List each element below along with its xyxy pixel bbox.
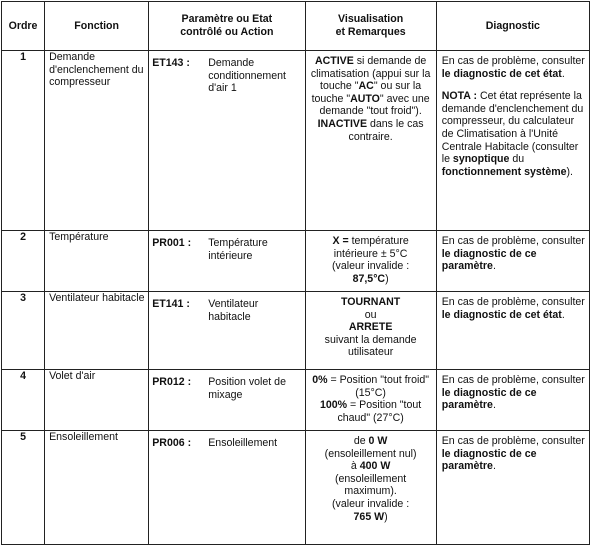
fonction-cell: Ventilateur habitacle bbox=[45, 292, 149, 370]
parametre-label: Température intérieure bbox=[208, 237, 268, 262]
visualisation-cell: ACTIVE si demande de climatisation (appui sur la touche "AC" ou sur la touche "AUTO" avec une demande "tout froid"). INACTIVE dans le cas contraire. bbox=[305, 51, 436, 231]
parametre-code: PR006 : bbox=[152, 437, 192, 449]
header-fonction: Fonction bbox=[45, 2, 149, 51]
parametre-cell bbox=[149, 431, 305, 545]
diagnostic-link: le diagnostic de cet état bbox=[441, 67, 562, 80]
visualisation-cell: de 0 W (ensoleillement nul) à 400 W (ensoleillement maximum). (valeur invalide : 765 W) bbox=[305, 431, 436, 545]
table-row bbox=[2, 431, 590, 545]
table-row bbox=[2, 370, 590, 431]
table-row bbox=[2, 231, 590, 292]
fonction-cell: Température bbox=[45, 231, 149, 292]
diagnostic-link: le diagnostic de ce paramètre bbox=[441, 447, 537, 473]
visualisation-cell: X = température intérieure ± 5°C (valeur invalide : 87,5°C) bbox=[305, 231, 436, 292]
fonction-cell: Volet d'air bbox=[45, 370, 149, 431]
diagnostic-cell: En cas de problème, consulter le diagnostic de cet état. NOTA : Cet état représente la demande d'enclenchement du compresseur, du calculateur de Climatisation à l'Unité Centrale Habitacle (consulter le synoptique du fonctionnement système). bbox=[436, 51, 589, 231]
diagnostic-cell: En cas de problème, consulter le diagnostic de ce paramètre. bbox=[436, 231, 589, 292]
parametre-label: Position volet de mixage bbox=[208, 376, 286, 401]
parametre-code: ET143 : bbox=[152, 57, 190, 69]
parametre-code: PR001 : bbox=[152, 237, 192, 249]
header-visualisation: Visualisation et Remarques bbox=[305, 2, 436, 51]
ordre-cell: 2 bbox=[2, 231, 45, 292]
parametre-cell bbox=[149, 370, 305, 431]
header-ordre: Ordre bbox=[2, 2, 45, 51]
header-row bbox=[2, 2, 590, 51]
parametre-cell bbox=[149, 231, 305, 292]
header-diagnostic: Diagnostic bbox=[436, 2, 589, 51]
diagnostic-cell: En cas de problème, consulter le diagnostic de ce paramètre. bbox=[436, 431, 589, 545]
diagnostic-cell: En cas de problème, consulter le diagnostic de cet état. bbox=[436, 292, 589, 370]
ordre-cell: 4 bbox=[2, 370, 45, 431]
ordre-cell: 3 bbox=[2, 292, 45, 370]
header-parametre: Paramètre ou Etat contrôlé ou Action bbox=[149, 2, 305, 51]
table-row bbox=[2, 51, 590, 231]
parametre-label: Ventilateur habitacle bbox=[208, 298, 259, 323]
ordre-cell: 1 bbox=[2, 51, 45, 231]
table-row bbox=[2, 292, 590, 370]
diagnostic-link: le diagnostic de ce paramètre bbox=[441, 247, 537, 273]
diagnostic-table bbox=[1, 1, 590, 545]
visualisation-cell: TOURNANT ou ARRETE suivant la demande utilisateur bbox=[305, 292, 436, 370]
fonction-cell: Ensoleillement bbox=[45, 431, 149, 545]
parametre-label: Demande conditionnement d'air 1 bbox=[208, 57, 286, 95]
parametre-label: Ensoleillement bbox=[208, 437, 278, 449]
ordre-cell: 5 bbox=[2, 431, 45, 545]
parametre-cell bbox=[149, 51, 305, 231]
fonction-cell: Demande d'enclenchement du compresseur bbox=[45, 51, 149, 231]
parametre-code: PR012 : bbox=[152, 376, 192, 388]
visualisation-cell: 0% = Position "tout froid" (15°C) 100% = Position "tout chaud" (27°C) bbox=[305, 370, 436, 431]
parametre-cell bbox=[149, 292, 305, 370]
parametre-code: ET141 : bbox=[152, 298, 190, 310]
diagnostic-link: le diagnostic de ce paramètre bbox=[441, 386, 537, 412]
diagnostic-cell: En cas de problème, consulter le diagnostic de ce paramètre. bbox=[436, 370, 589, 431]
diagnostic-link: le diagnostic de cet état bbox=[441, 308, 562, 321]
